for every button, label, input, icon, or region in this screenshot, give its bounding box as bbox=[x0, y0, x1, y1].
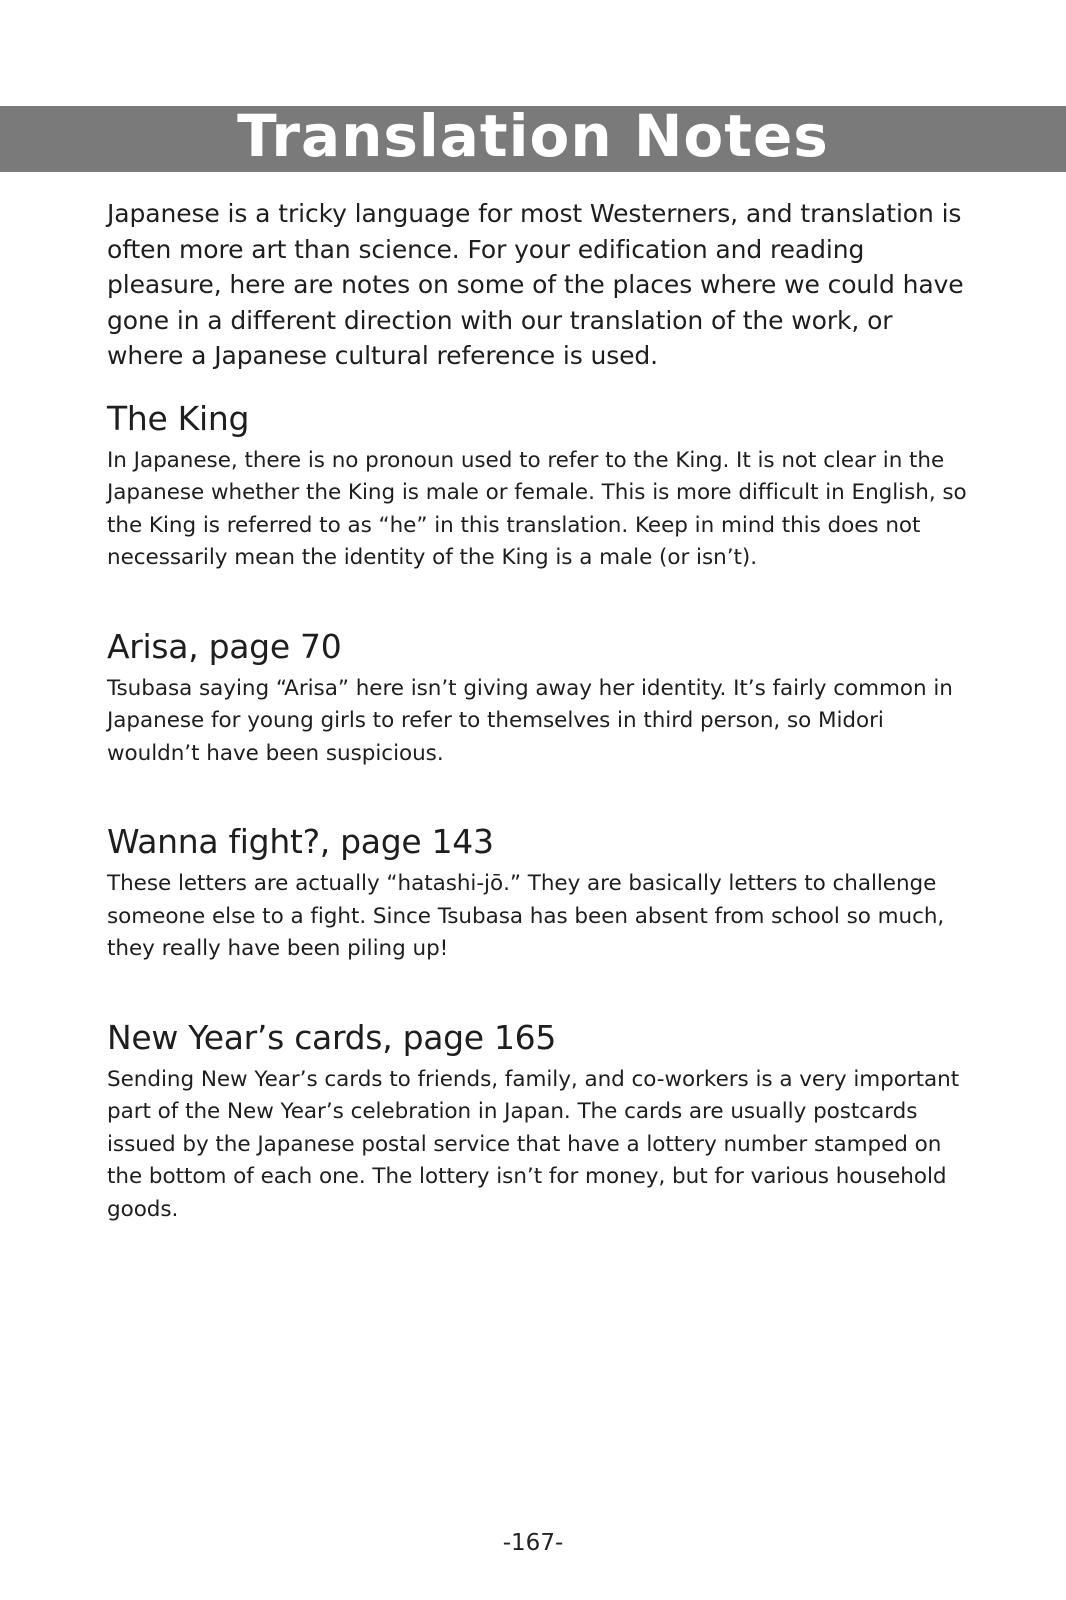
note-body: Tsubasa saying “Arisa” here isn’t giving away her identity. It’s fairly common in Japanese for young girls to refer to themselves in third person, so Midori wouldn’t have been suspicious. bbox=[107, 675, 953, 766]
notes-content bbox=[107, 196, 967, 1226]
title-banner bbox=[0, 102, 1066, 172]
note-section-new-years-cards bbox=[107, 1018, 967, 1227]
note-heading: The King bbox=[107, 398, 250, 438]
note-body: In Japanese, there is no pronoun used to refer to the King. It is not clear in the Japanese whether the King is male or female. This is more difficult in English, so the King is referred to as “he” in this translation. Keep in mind this does not necessarily mean the identity of the King is a male (or isn’t). bbox=[107, 447, 967, 570]
note-body: Sending New Year’s cards to friends, family, and co-workers is a very important part of the New Year’s celebration in Japan. The cards are usually postcards issued by the Japanese postal service that have a lottery number stamped on the bottom of each one. The lottery isn’t for money, but for various household goods. bbox=[107, 1066, 960, 1222]
page-number: -167- bbox=[502, 1530, 564, 1556]
note-section-arisa bbox=[107, 627, 967, 771]
note-section-wanna-fight bbox=[107, 822, 967, 966]
intro-paragraph: Japanese is a tricky language for most Westerners, and translation is often more art than science. For your edification and reading pleasure, here are notes on some of the places where we could have gone in a different direction with our translation of the work, or where a Japanese cultural reference is used. bbox=[107, 199, 964, 370]
note-heading: Wanna fight?, page 143 bbox=[107, 822, 494, 861]
note-body: These letters are actually “hatashi-jō.” They are basically letters to challenge someone else to a fight. Since Tsubasa has been absent from school so much, they really have been piling up! bbox=[107, 871, 945, 961]
note-heading: New Year’s cards, page 165 bbox=[107, 1017, 557, 1057]
note-section-the-king bbox=[107, 399, 967, 575]
note-heading: Arisa, page 70 bbox=[107, 626, 342, 666]
page-title: Translation Notes bbox=[237, 102, 829, 170]
